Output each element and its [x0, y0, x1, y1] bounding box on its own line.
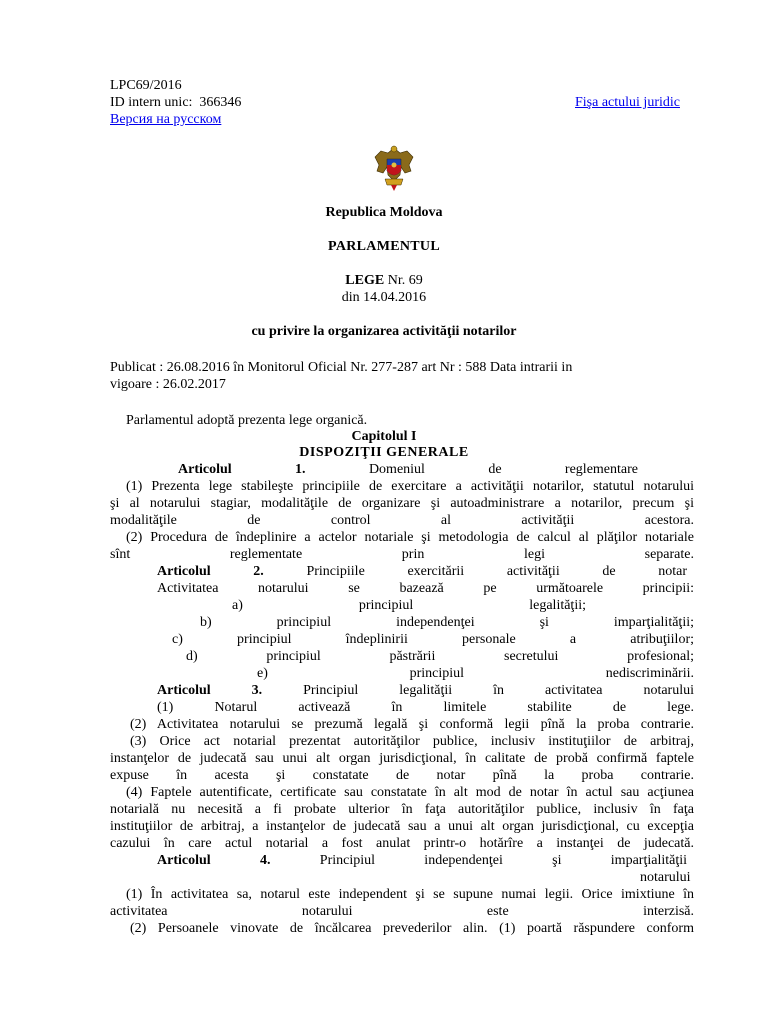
paragraph-line: modalităţile de control al activităţii acestora.: [110, 513, 694, 528]
law-number: [0, 273, 768, 289]
law-subject: cu privire la organizarea activităţii notarilor: [251, 324, 517, 339]
article-number: Articolul 2.: [157, 564, 264, 579]
article-1-heading: Articolul 1. Domeniul de reglementare: [178, 462, 638, 477]
paragraph-line: (4) Faptele autentificate, certificate sau constatate în alt mod de notar în actul sau acţiunea: [126, 785, 694, 800]
principle-e: e) principiul nediscriminării.: [257, 666, 694, 681]
principle-a: a) principiul legalităţii;: [232, 598, 586, 613]
internal-id: [110, 95, 241, 111]
principle-c: c) principiul îndeplinirii personale a atribuţiilor;: [172, 632, 694, 647]
law-word: LEGE: [345, 273, 385, 288]
publication-line-1: Publicat : 26.08.2016 în Monitorul Oficial Nr. 277-287 art Nr : 588 Data intrarii in: [110, 360, 573, 375]
russian-version-link[interactable]: Версия на русском: [110, 112, 222, 127]
article-2-heading: Articolul 2. Principiile exercitării activităţii de notar: [157, 564, 687, 579]
paragraph-line: Activitatea notarului se bazează pe următoarele principii:: [157, 581, 694, 596]
law-nr: Nr. 69: [387, 273, 423, 288]
article-number: Articolul 1.: [178, 462, 306, 477]
paragraph-line: (1) Notarul activează în limitele stabilite de lege.: [157, 700, 694, 715]
paragraph-line: (2) Persoanele vinovate de încălcarea prevederilor alin. (1) poartă răspundere conform: [130, 921, 694, 936]
paragraph-line: cazului în care actul notarial a fost anulat printr-o hotărîre a instanţei de judecată.: [110, 836, 694, 851]
paragraph-line: notarială nu necesită a fi probate ulterior în faţa autorităţilor publice, inclusiv în faţa: [110, 802, 694, 817]
internal-id-label: ID intern unic:: [110, 95, 193, 110]
article-4-heading: Articolul 4. Principiul independenţei şi imparţialităţii: [157, 853, 687, 868]
paragraph-line: instituţiilor de arbitraj, a instanţelor de judecată sau a unui alt organ jurisdicţional, cu excepţia: [110, 819, 694, 834]
article-number: Articolul 4.: [157, 853, 271, 868]
paragraph-line: sînt reglementate prin legi separate.: [110, 547, 694, 562]
article-4-heading-cont: notarului: [640, 870, 691, 885]
paragraph-line: (2) Activitatea notarului se prezumă legală şi conformă legii pînă la proba contrarie.: [130, 717, 694, 732]
act-sheet-link[interactable]: Fişa actului juridic: [575, 95, 680, 110]
coat-of-arms-emblem: [371, 143, 417, 193]
paragraph-line: instanţelor de judecată sau unui alt organ jurisdicţional, în calitate de probă confirmă faptele: [110, 751, 694, 766]
article-3-heading: Articolul 3. Principiul legalităţii în activitatea notarului: [157, 683, 694, 698]
paragraph-line: expuse în acesta şi constatate de notar pînă la proba contrarie.: [110, 768, 694, 783]
principle-b: b) principiul independenţei şi imparţialităţii;: [200, 615, 694, 630]
publication-line-2: vigoare : 26.02.2017: [110, 377, 226, 392]
internal-id-value: 366346: [199, 95, 242, 110]
paragraph-line: (2) Procedura de îndeplinire a actelor notariale şi metodologia de calcul al plăţilor notariale: [126, 530, 694, 545]
country-name: Republica Moldova: [325, 205, 443, 220]
paragraph-line: (1) Prezenta lege stabileşte principiile de exercitare a activităţii notarilor, statutul notarului: [126, 479, 694, 494]
adoption-statement: Parlamentul adoptă prezenta lege organică.: [126, 413, 368, 428]
paragraph-line: (3) Orice act notarial prezentat autorităţilor publice, inclusiv instituţiilor de arbitraj,: [130, 734, 694, 749]
paragraph-line: (1) În activitatea sa, notarul este independent şi se supune numai legii. Orice imixtiune în: [126, 887, 694, 902]
chapter-number: Capitolul I: [351, 429, 417, 444]
chapter-title: DISPOZIŢII GENERALE: [299, 445, 469, 460]
paragraph-line: activitatea notarului este interzisă.: [110, 904, 694, 919]
principle-d: d) principiul păstrării secretului profesional;: [186, 649, 694, 664]
paragraph-line: şi al notarului stagiar, modalităţile de organizare şi autoadministrare a notarilor, precum şi: [110, 496, 694, 511]
act-code: LPC69/2016: [110, 78, 182, 93]
parliament-title: PARLAMENTUL: [328, 239, 440, 254]
law-date: din 14.04.2016: [341, 290, 427, 305]
article-number: Articolul 3.: [157, 683, 263, 698]
